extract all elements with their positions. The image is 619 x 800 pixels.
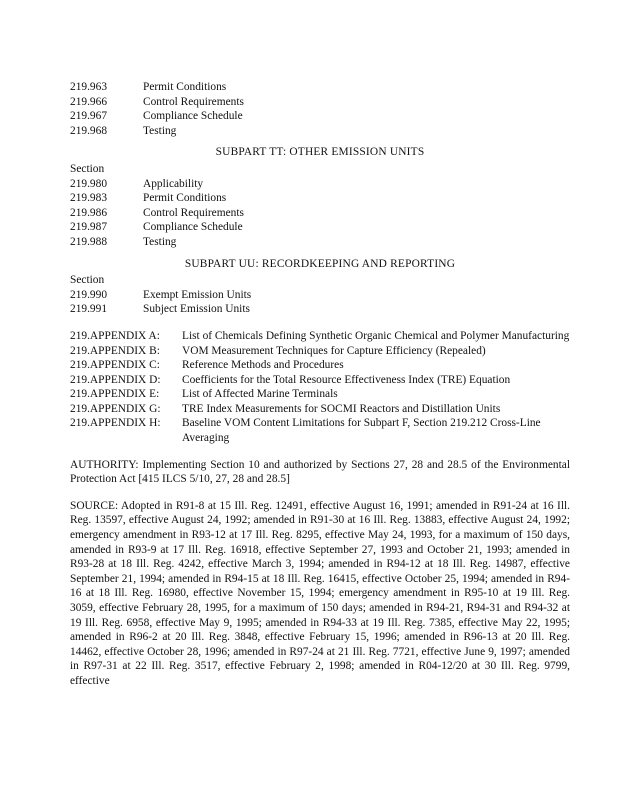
section-title: Compliance Schedule [143, 110, 243, 123]
section-label: Section [70, 274, 105, 287]
section-title: Permit Conditions [143, 81, 227, 93]
section-number: 219.983 [70, 192, 108, 205]
intro-section-list [70, 80, 570, 138]
appendix-row [70, 344, 570, 359]
document-page [70, 80, 570, 700]
appendix-title: Coefficients for the Total Resource Effectiveness Index (TRE) Equation [182, 373, 511, 386]
section-row [70, 109, 570, 124]
section-number: 219.968 [70, 124, 108, 137]
subpart-uu-heading: SUBPART UU: RECORDKEEPING AND REPORTING [184, 257, 456, 270]
section-number: 219.967 [70, 110, 108, 123]
section-number: 219.987 [70, 221, 108, 234]
section-number: 219.963 [70, 81, 108, 93]
section-row [70, 288, 570, 303]
appendix-label: 219.APPENDIX G: [70, 402, 161, 415]
section-row [70, 302, 570, 317]
appendix-row [70, 358, 570, 373]
appendix-title: TRE Index Measurements for SOCMI Reactors and Distillation Units [182, 402, 501, 415]
section-number: 219.990 [70, 288, 108, 301]
section-row [70, 80, 570, 95]
section-row [70, 206, 570, 221]
authority-paragraph: AUTHORITY: Implementing Section 10 and authorized by Sections 27, 28 and 28.5 of the Environmental Protection Act [415 ILCS 5/10, 27, 28 and 28.5] [70, 458, 570, 486]
section-title: Compliance Schedule [143, 221, 243, 234]
appendix-label: 219.APPENDIX H: [70, 417, 161, 430]
section-title: Control Requirements [143, 206, 244, 219]
appendix-row [70, 373, 570, 388]
section-title: Control Requirements [143, 95, 244, 108]
appendix-row [70, 329, 570, 344]
section-number: 219.991 [70, 303, 108, 316]
subpart-tt-section-list [70, 177, 570, 250]
section-row [70, 235, 570, 250]
appendix-title: Baseline VOM Content Limitations for Subpart F, Section 219.212 Cross-Line Averaging [182, 417, 541, 445]
section-title: Subject Emission Units [143, 303, 250, 316]
section-title: Testing [143, 235, 177, 248]
section-title: Permit Conditions [143, 192, 227, 205]
appendix-title: List of Affected Marine Terminals [182, 388, 338, 401]
appendix-label: 219.APPENDIX A: [70, 329, 160, 342]
appendix-list [70, 329, 570, 446]
section-number: 219.966 [70, 95, 108, 108]
appendix-title: VOM Measurement Techniques for Capture Efficiency (Repealed) [182, 344, 486, 357]
section-row [70, 124, 570, 139]
appendix-row [70, 416, 570, 445]
section-title: Testing [143, 124, 177, 137]
section-title: Exempt Emission Units [143, 288, 252, 301]
appendix-row [70, 402, 570, 417]
section-title: Applicability [143, 177, 204, 190]
appendix-title: List of Chemicals Defining Synthetic Organic Chemical and Polymer Manufacturing [182, 329, 570, 342]
subpart-uu-section-list [70, 288, 570, 317]
section-number: 219.986 [70, 206, 108, 219]
section-row [70, 191, 570, 206]
appendix-row [70, 387, 570, 402]
appendix-label: 219.APPENDIX B: [70, 344, 160, 357]
appendix-title: Reference Methods and Procedures [182, 359, 344, 372]
section-row [70, 95, 570, 110]
section-row [70, 177, 570, 192]
appendix-label: 219.APPENDIX D: [70, 373, 161, 386]
section-number: 219.988 [70, 235, 108, 248]
section-label: Section [70, 162, 105, 175]
section-number: 219.980 [70, 177, 108, 190]
section-row [70, 220, 570, 235]
subpart-tt-heading: SUBPART TT: OTHER EMISSION UNITS [215, 146, 425, 159]
source-paragraph: SOURCE: Adopted in R91-8 at 15 Ill. Reg. 12491, effective August 16, 1991; amended in R91-24 at 16 Ill. Reg. 13597, effective August 24, 1992; amended in R91-30 at 16 Ill. Reg. 13883, effective August 24, 1992; emergency amendment in R93-12 at 17 Ill. Reg. 8295, effective May 24, 1993, for a maximum of 150 days, amended in R93-9 at 17 Ill. Reg. 16918, effective September 27, 1993 and October 21, 1993; amended in R93-28 at 18 Ill. Reg. 4242, effective March 3, 1994; amended in R94-12 at 18 Ill. Reg. 14987, effective September 21, 1994; amended in R94-15 at 18 Ill. Reg. 16415, effective October 25, 1994; amended in R94-16 at 18 Ill. Reg. 16980, effective November 15, 1994; emergency amendment in R95-10 at 19 Ill. Reg. 3059, effective February 28, 1995, for a maximum of 150 days; amended in R94-21, R94-31 and R94-32 at 19 Ill. Reg. 6958, effective May 9, 1995; amended in R94-33 at 19 Ill. Reg. 7385, effective May 22, 1995; amended in R96-2 at 20 Ill. Reg. 3848, effective February 15, 1996; amended in R96-13 at 20 Ill. Reg. 14462, effective October 28, 1996; amended in R97-24 at 21 Ill. Reg. 7721, effective June 9, 1997; amended in R97-31 at 22 Ill. Reg. 3517, effective February 2, 1998; amended in R04-12/20 at 30 Ill. Reg. 9799, effective [70, 499, 570, 687]
appendix-label: 219.APPENDIX C: [70, 359, 160, 372]
appendix-label: 219.APPENDIX E: [70, 388, 160, 401]
